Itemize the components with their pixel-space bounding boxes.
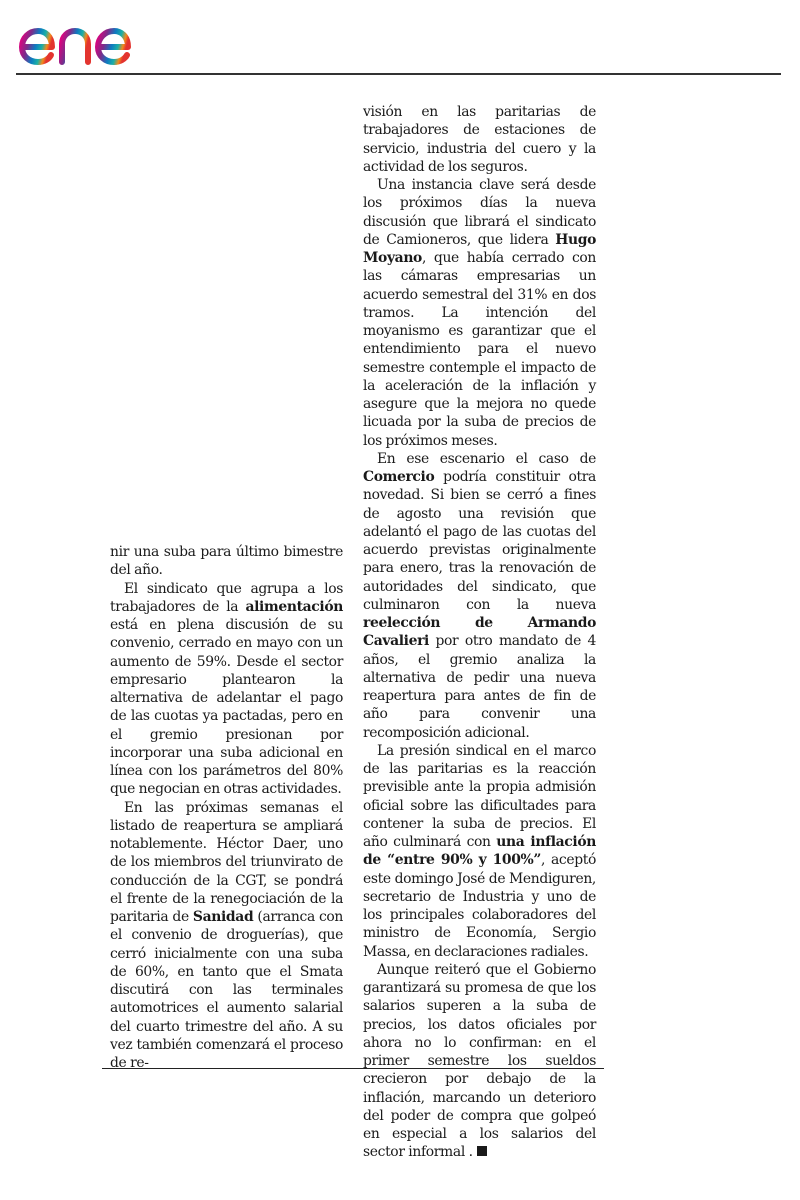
article-paragraph: Una instancia clave será desde los próximos días la nueva discusión que librará el sindicato de Camioneros, que lidera Hugo Moyano, que había cerrado con las cámaras empresarias un acuerdo semestral del 31% en dos tramos. La intención del moyanismo es garantizar que el entendimiento para el nuevo semestre contemple el impacto de la aceleración de la inflación y asegure que la mejora no quede licuada por la suba de precios de los próximos meses. [363, 177, 596, 449]
article-bottom-rule [102, 1068, 604, 1069]
article-paragraph: La presión sindical en el marco de las paritarias es la reacción previsible ante la propia admisión oficial sobre las dificultades para contener la suba de precios. El año culminará con una inflación de “entre 90% y 100%”, aceptó este domingo José de Mendiguren, secretario de Industria y uno de los principales colaboradores del ministro de Economía, Sergio Massa, en declaraciones radiales. [363, 742, 597, 960]
article-column-right [363, 103, 596, 1162]
article-paragraph: En ese escenario el caso de Comercio podría constituir otra novedad. Si bien se cerró a fines de agosto una revisión que adelantó el pago de las cuotas del acuerdo previstas originalmente para enero, tras la renovación de autoridades del sindicato, que culminaron con la nueva reelección de Armando Cavalieri por otro mandato de 4 años, el gremio analiza la alternativa de pedir una nueva reapertura para antes de fin de año para convenir una recomposición adicional. [363, 450, 596, 741]
article-paragraph: El sindicato que agrupa a los trabajadores de la alimentación está en plena discusión de su convenio, cerrado en mayo con un aumento de 59%. Desde el sector empresario plantearon la alternativa de adelantar el pago de las cuotas ya pactadas, pero en el gremio presionan por incorporar una suba adicional en línea con los parámetros del 80% que negocian en otras actividades. [110, 580, 343, 798]
bold-phrase: una inflación de “entre 90% y 100%” [363, 834, 597, 869]
bold-phrase: Comercio [363, 469, 435, 485]
enel-logo [18, 10, 170, 68]
article-column-left [110, 543, 343, 1072]
article-paragraph: visión en las paritarias de trabajadores de estaciones de servicio, industria del cuero y la actividad de los seguros. [363, 104, 596, 175]
bold-phrase: alimentación [245, 598, 343, 615]
bold-phrase: Sanidad [192, 909, 254, 925]
end-of-article-mark [477, 1146, 487, 1156]
article-paragraph: Aunque reiteró que el Gobierno garantizará su promesa de que los salarios superen a la suba de precios, los datos oficiales por ahora no lo confirman: en el primer semestre los sueldos crecieron por debajo de la inflación, marcando un deterioro del poder de compra que golpeó en especial a los salarios del sector informal . [363, 961, 596, 1161]
article-paragraph: nir una suba para último bimestre del año. [110, 544, 343, 579]
article-paragraph: En las próximas semanas el listado de reapertura se ampliará notablemente. Héctor Daer, uno de los miembros del triunvirato de conducción de la CGT, se pondrá el frente de la renegociación de la paritaria de Sanidad (arranca con el convenio de droguerías), que cerró inicialmente con una suba de 60%, en tanto que el Smata discutirá con las terminales automotrices el aumento salarial del cuarto trimestre del año. A su vez también comenzará el proceso de re- [110, 799, 343, 1071]
bold-phrase: Hugo Moyano [363, 231, 596, 266]
header-rule [16, 73, 781, 75]
bold-phrase: reelección de Armando Cavalieri [363, 615, 596, 650]
